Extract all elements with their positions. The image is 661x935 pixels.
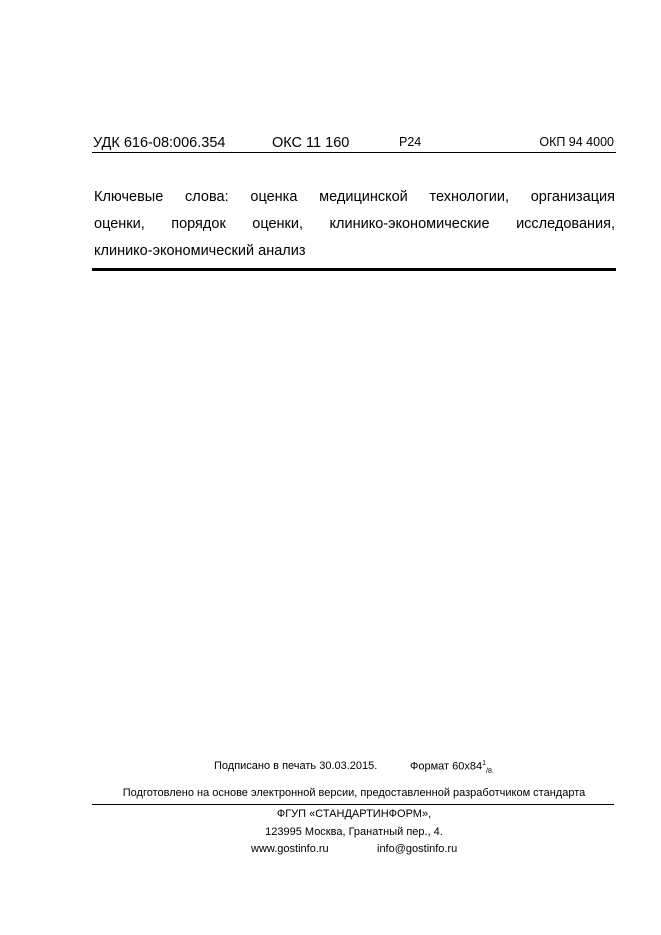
website-link[interactable]: www.gostinfo.ru <box>251 843 329 855</box>
format-subscript: /8. <box>486 767 494 775</box>
format-prefix: Формат 60х84 <box>410 760 483 773</box>
email-link[interactable]: info@gostinfo.ru <box>377 843 458 855</box>
bottom-divider <box>92 804 614 805</box>
keywords-line: оценки, порядок оценки, клинико-экономические исследования, <box>94 216 615 232</box>
prepared-note: Подготовлено на основе электронной версии, предоставленной разработчиком стандарта <box>122 787 586 799</box>
classification-line <box>93 134 616 152</box>
signed-date: Подписано в печать 30.03.2015. <box>214 760 378 772</box>
publisher-address: 123995 Москва, Гранатный пер., 4. <box>265 826 443 838</box>
publisher-name: ФГУП «СТАНДАРТИНФОРМ», <box>276 808 432 820</box>
top-divider <box>92 152 616 153</box>
keywords-block <box>94 184 615 265</box>
thick-divider <box>92 268 616 271</box>
keywords-line: Ключевые слова: оценка медицинской технологии, организация <box>94 189 615 205</box>
keywords-line: клинико-экономический анализ <box>94 243 306 259</box>
udk-code: УДК 616-08:006.354 <box>93 135 226 151</box>
print-format <box>410 760 494 775</box>
oks-code: ОКС 11 160 <box>272 135 350 151</box>
okp-code: ОКП 94 4000 <box>539 135 614 149</box>
format-superscript: 1 <box>482 760 487 767</box>
group-code: Р24 <box>399 135 422 149</box>
